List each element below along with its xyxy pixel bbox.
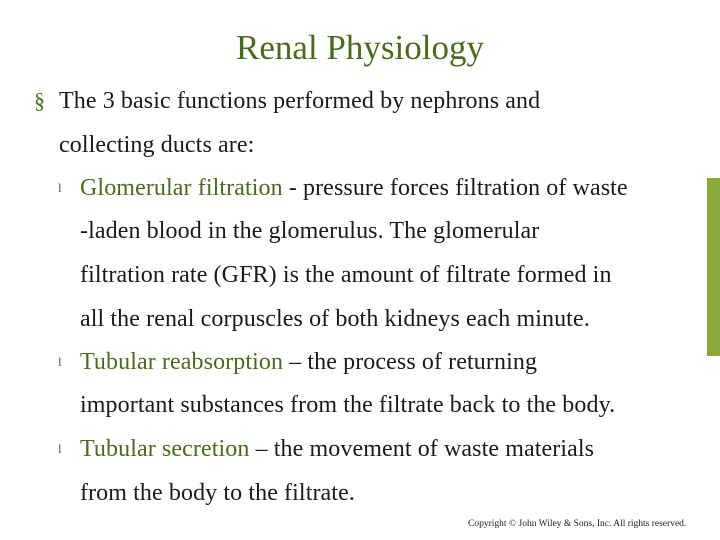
copyright-notice: Copyright © John Wiley & Sons, Inc. All rights reserved.: [468, 519, 687, 529]
sub-bullet-marker-3: l: [58, 441, 62, 456]
slide-title: Renal Physiology: [236, 28, 484, 67]
term-glomerular-filtration: Glomerular filtration: [80, 175, 283, 201]
sub-bullet-1-text: - pressure forces filtration of waste: [282, 175, 628, 201]
main-bullet-line-2: collecting ducts are:: [59, 132, 255, 158]
main-bullet-marker: §: [34, 88, 45, 113]
accent-bar: [707, 178, 720, 356]
sub-bullet-1-line-2: -laden blood in the glomerulus. The glomerular: [80, 218, 540, 244]
main-bullet-line-1: The 3 basic functions performed by nephrons and: [59, 88, 541, 114]
term-tubular-secretion: Tubular secretion: [80, 436, 250, 462]
sub-bullet-3-text: – the movement of waste materials: [249, 436, 595, 462]
sub-bullet-3-line-1: [80, 434, 594, 464]
sub-bullet-2-text: – the process of returning: [283, 349, 538, 375]
sub-bullet-1-line-3: filtration rate (GFR) is the amount of filtrate formed in: [80, 262, 612, 288]
sub-bullet-3-line-2: from the body to the filtrate.: [80, 480, 355, 506]
sub-bullet-1-line-1: [80, 173, 628, 203]
sub-bullet-1-line-4: all the renal corpuscles of both kidneys each minute.: [80, 306, 590, 332]
sub-bullet-2-line-2: important substances from the filtrate back to the body.: [80, 392, 616, 418]
sub-bullet-marker-1: l: [58, 180, 62, 195]
sub-bullet-2-line-1: [80, 347, 537, 377]
term-tubular-reabsorption: Tubular reabsorption: [80, 349, 284, 375]
sub-bullet-marker-2: l: [58, 354, 62, 369]
